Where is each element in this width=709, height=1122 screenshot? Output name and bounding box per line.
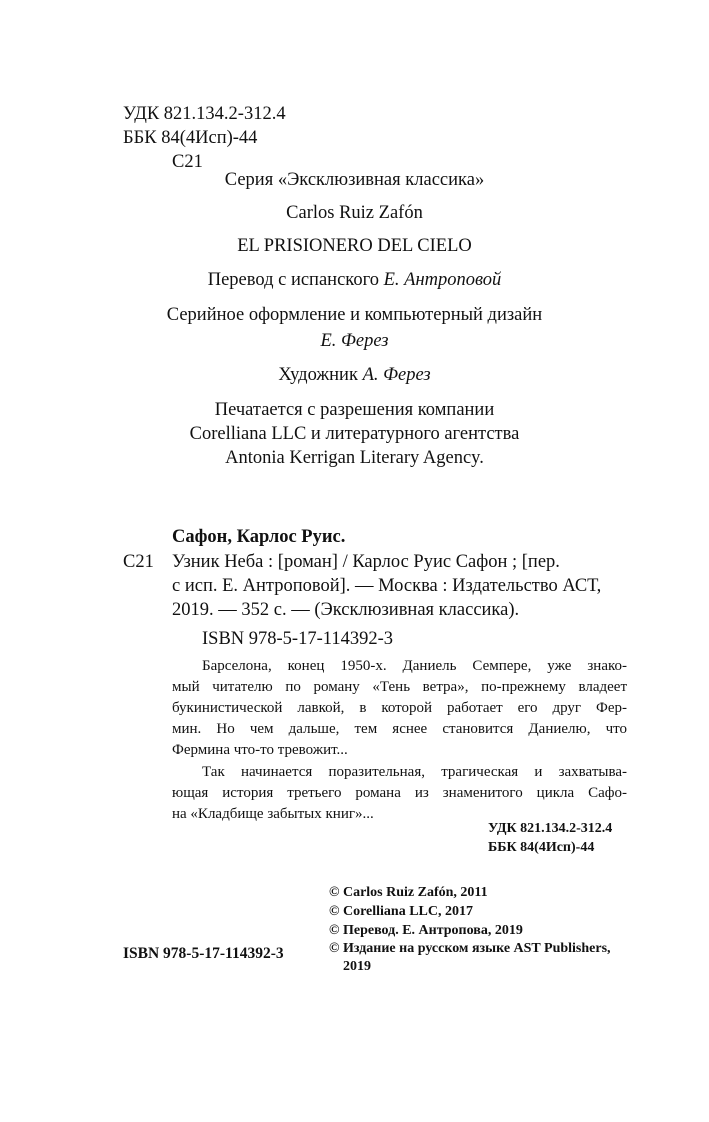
permission-line-1: Печатается с разрешения компании — [214, 400, 495, 420]
copyright-line-1: © Carlos Ruiz Zafón, 2011 — [329, 885, 488, 900]
catalog-line-3: 2019. — 352 с. — (Эксклюзивная классика). — [172, 600, 520, 620]
annotation-line-8: на «Кладбище забытых книг»... — [172, 806, 374, 822]
bbk-code-bottom: ББК 84(4Исп)-44 — [488, 840, 595, 855]
permission-line-3: Antonia Kerrigan Literary Agency. — [225, 448, 484, 468]
copyright-line-4: © Издание на русском языке AST Publishers, — [329, 941, 611, 956]
artist-line — [0, 363, 709, 387]
copyright-line-2: © Corelliana LLC, 2017 — [329, 904, 473, 919]
catalog-heading: Сафон, Карлос Руис. — [172, 527, 346, 547]
translator-name: Е. Антроповой — [383, 270, 502, 290]
catalog-line-2: с исп. Е. Антроповой]. — Москва : Издательство АСТ, — [172, 576, 602, 596]
annotation-line-1: Барселона, конец 1950-х. Даниель Семпере, уже знако- — [202, 658, 627, 674]
designer-name: Е. Ферез — [320, 331, 389, 351]
annotation-line-7: ющая история третьего романа из знаменитого цикла Сафо- — [172, 785, 627, 801]
udk-code-bottom: УДК 821.134.2-312.4 — [488, 821, 613, 836]
permission-line-2: Corelliana LLC и литературного агентства — [189, 424, 520, 444]
catalog-line-1: Узник Неба : [роман] / Карлос Руис Сафон ; [пер. — [172, 552, 560, 572]
design-line: Серийное оформление и компьютерный дизайн — [166, 305, 543, 325]
series-line: Серия «Эксклюзивная классика» — [224, 170, 485, 190]
translation-prefix: Перевод с испанского — [207, 270, 384, 290]
author-mark: С21 — [172, 152, 203, 172]
udk-code: УДК 821.134.2-312.4 — [123, 104, 286, 124]
annotation-line-4: мин. Но чем дальше, тем яснее становится Даниелю, что — [172, 721, 627, 737]
annotation-line-3: букинистической лавкой, в которой работает его друг Фер- — [172, 700, 627, 716]
translation-line — [0, 268, 709, 292]
original-author: Carlos Ruiz Zafón — [286, 203, 423, 223]
bbk-code: ББК 84(4Исп)-44 — [123, 128, 258, 148]
annotation-line-6: Так начинается поразительная, трагическая и захватыва- — [202, 764, 627, 780]
copyright-line-5: 2019 — [343, 959, 371, 974]
copyright-line-3: © Перевод. Е. Антропова, 2019 — [329, 923, 523, 938]
artist-name: А. Ферез — [362, 365, 431, 385]
catalog-isbn: ISBN 978-5-17-114392-3 — [202, 629, 393, 649]
artist-prefix: Художник — [278, 365, 363, 385]
annotation-line-2: мый читателю по роману «Тень ветра», по-прежнему владеет — [172, 679, 627, 695]
original-title: EL PRISIONERO DEL CIELO — [237, 236, 472, 256]
annotation-line-5: Фермина что-то тревожит... — [172, 742, 348, 758]
isbn-bottom: ISBN 978-5-17-114392-3 — [123, 945, 284, 962]
catalog-mark: С21 — [123, 552, 154, 572]
